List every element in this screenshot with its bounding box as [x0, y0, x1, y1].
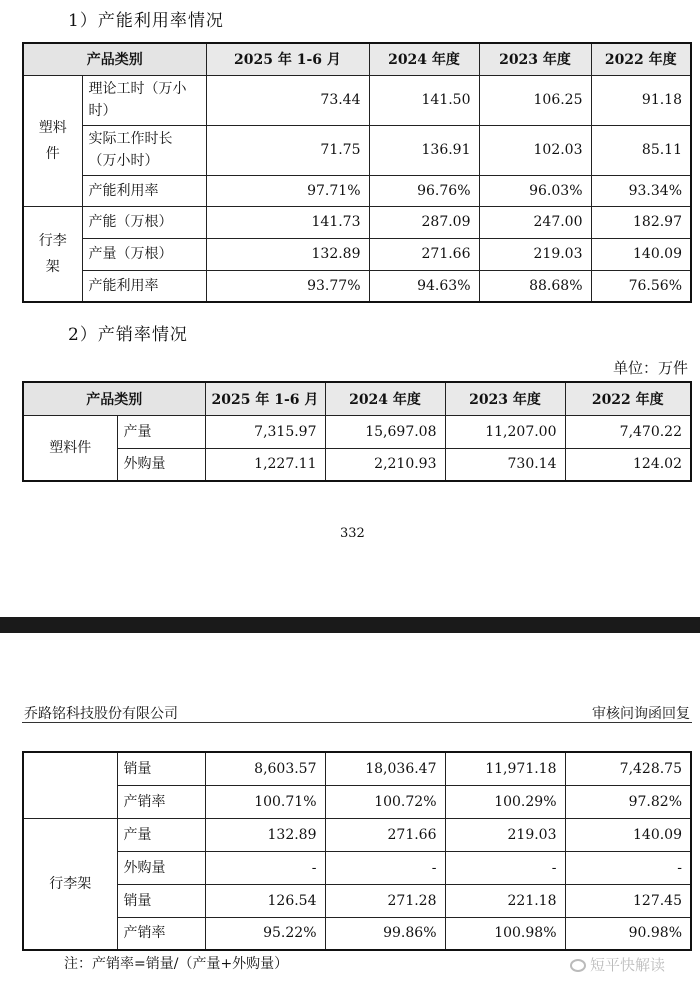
table-row: [23, 818, 691, 851]
table-row: [23, 270, 691, 302]
cell-value: 102.03: [479, 125, 591, 175]
cell-value: 94.63%: [369, 270, 479, 302]
row-label: 产量（万根）: [82, 238, 206, 270]
cell-value: 100.72%: [325, 785, 445, 818]
cell-value: 247.00: [479, 206, 591, 238]
cell-value: 287.09: [369, 206, 479, 238]
cell-value: 124.02: [565, 448, 691, 481]
table2-header-row: [23, 382, 691, 415]
production-sales-table-top: [22, 381, 692, 482]
table-row: [23, 75, 691, 125]
cell-value: -: [565, 851, 691, 884]
category-label: 塑料件: [38, 119, 67, 162]
cell-value: 106.25: [479, 75, 591, 125]
cell-value: 85.11: [591, 125, 691, 175]
page-divider: [0, 617, 700, 633]
cell-value: 100.29%: [445, 785, 565, 818]
cell-value: 11,971.18: [445, 752, 565, 785]
table1-category-plastic: [23, 75, 82, 206]
cell-value: 71.75: [206, 125, 369, 175]
cell-value: 95.22%: [205, 917, 325, 950]
cell-value: 100.98%: [445, 917, 565, 950]
weibo-logo-icon: [570, 959, 586, 972]
row-label: 外购量: [117, 448, 205, 481]
cell-value: 182.97: [591, 206, 691, 238]
row-label: 产销率: [117, 917, 205, 950]
table-row: [23, 448, 691, 481]
table-row: [23, 238, 691, 270]
row-label: 产能利用率: [82, 175, 206, 206]
cell-value: 2,210.93: [325, 448, 445, 481]
cell-value: 141.73: [206, 206, 369, 238]
table1-header-category: 产品类别: [23, 43, 206, 75]
cell-value: 88.68%: [479, 270, 591, 302]
table1-header-2025h1: 2025 年 1-6 月: [206, 43, 369, 75]
cell-value: 97.71%: [206, 175, 369, 206]
table1-header-2022: 2022 年度: [591, 43, 691, 75]
table1-category-roof-rack: [23, 206, 82, 302]
capacity-utilization-table: [22, 42, 692, 303]
section1-heading: 1）产能利用率情况: [68, 11, 224, 31]
table1-header-row: [23, 43, 691, 75]
cell-value: 7,315.97: [205, 415, 325, 448]
cell-value: 97.82%: [565, 785, 691, 818]
cell-value: 136.91: [369, 125, 479, 175]
cell-value: 7,470.22: [565, 415, 691, 448]
table3-category-plastic-continued: [23, 752, 117, 818]
company-name: 乔路铭科技股份有限公司: [24, 706, 178, 722]
cell-value: 96.76%: [369, 175, 479, 206]
table-row: [23, 785, 691, 818]
row-label: 销量: [117, 884, 205, 917]
table1-header-2023: 2023 年度: [479, 43, 591, 75]
table2-header-2022: 2022 年度: [565, 382, 691, 415]
unit-label: 单位：万件: [612, 359, 688, 377]
row-label: 产能（万根）: [82, 206, 206, 238]
table-row: [23, 884, 691, 917]
header-rule: [22, 722, 692, 723]
watermark-text: 短平快解读: [590, 956, 666, 974]
cell-value: 271.66: [369, 238, 479, 270]
footnote: 注：产销率=销量/（产量+外购量）: [64, 956, 289, 972]
cell-value: 730.14: [445, 448, 565, 481]
cell-value: 271.66: [325, 818, 445, 851]
production-sales-table-continued: [22, 751, 692, 951]
cell-value: 11,207.00: [445, 415, 565, 448]
cell-value: 15,697.08: [325, 415, 445, 448]
cell-value: 132.89: [205, 818, 325, 851]
cell-value: 7,428.75: [565, 752, 691, 785]
cell-value: 93.34%: [591, 175, 691, 206]
table1-header-2024: 2024 年度: [369, 43, 479, 75]
document-type: 审核问询函回复: [592, 706, 690, 722]
cell-value: 1,227.11: [205, 448, 325, 481]
cell-value: 126.54: [205, 884, 325, 917]
cell-value: 96.03%: [479, 175, 591, 206]
table-row: [23, 175, 691, 206]
page-number: 332: [340, 526, 365, 541]
cell-value: -: [325, 851, 445, 884]
table-row: [23, 917, 691, 950]
table-row: [23, 415, 691, 448]
cell-value: 141.50: [369, 75, 479, 125]
row-label: 产能利用率: [82, 270, 206, 302]
cell-value: 127.45: [565, 884, 691, 917]
table2-header-2023: 2023 年度: [445, 382, 565, 415]
table2-header-category: 产品类别: [23, 382, 205, 415]
table2-header-2025h1: 2025 年 1-6 月: [205, 382, 325, 415]
table-row: [23, 206, 691, 238]
table2-header-2024: 2024 年度: [325, 382, 445, 415]
cell-value: 76.56%: [591, 270, 691, 302]
row-label: 实际工作时长（万小时）: [82, 125, 206, 175]
cell-value: 73.44: [206, 75, 369, 125]
cell-value: 271.28: [325, 884, 445, 917]
cell-value: -: [205, 851, 325, 884]
cell-value: 140.09: [565, 818, 691, 851]
table-row: [23, 851, 691, 884]
row-label: 产量: [117, 818, 205, 851]
cell-value: 8,603.57: [205, 752, 325, 785]
row-label: 产销率: [117, 785, 205, 818]
table-row: [23, 752, 691, 785]
cell-value: 132.89: [206, 238, 369, 270]
cell-value: 18,036.47: [325, 752, 445, 785]
table-row: [23, 125, 691, 175]
table2-category-plastic: 塑料件: [23, 415, 117, 481]
cell-value: 99.86%: [325, 917, 445, 950]
cell-value: 93.77%: [206, 270, 369, 302]
cell-value: 219.03: [445, 818, 565, 851]
category-label: 行李架: [38, 232, 67, 275]
cell-value: 90.98%: [565, 917, 691, 950]
cell-value: 140.09: [591, 238, 691, 270]
table3-category-roof-rack: 行李架: [23, 818, 117, 950]
row-label: 产量: [117, 415, 205, 448]
cell-value: -: [445, 851, 565, 884]
cell-value: 100.71%: [205, 785, 325, 818]
watermark: [570, 954, 665, 975]
row-label: 外购量: [117, 851, 205, 884]
row-label: 理论工时（万小时）: [82, 75, 206, 125]
row-label: 销量: [117, 752, 205, 785]
cell-value: 219.03: [479, 238, 591, 270]
section2-heading: 2）产销率情况: [68, 325, 188, 345]
cell-value: 91.18: [591, 75, 691, 125]
cell-value: 221.18: [445, 884, 565, 917]
